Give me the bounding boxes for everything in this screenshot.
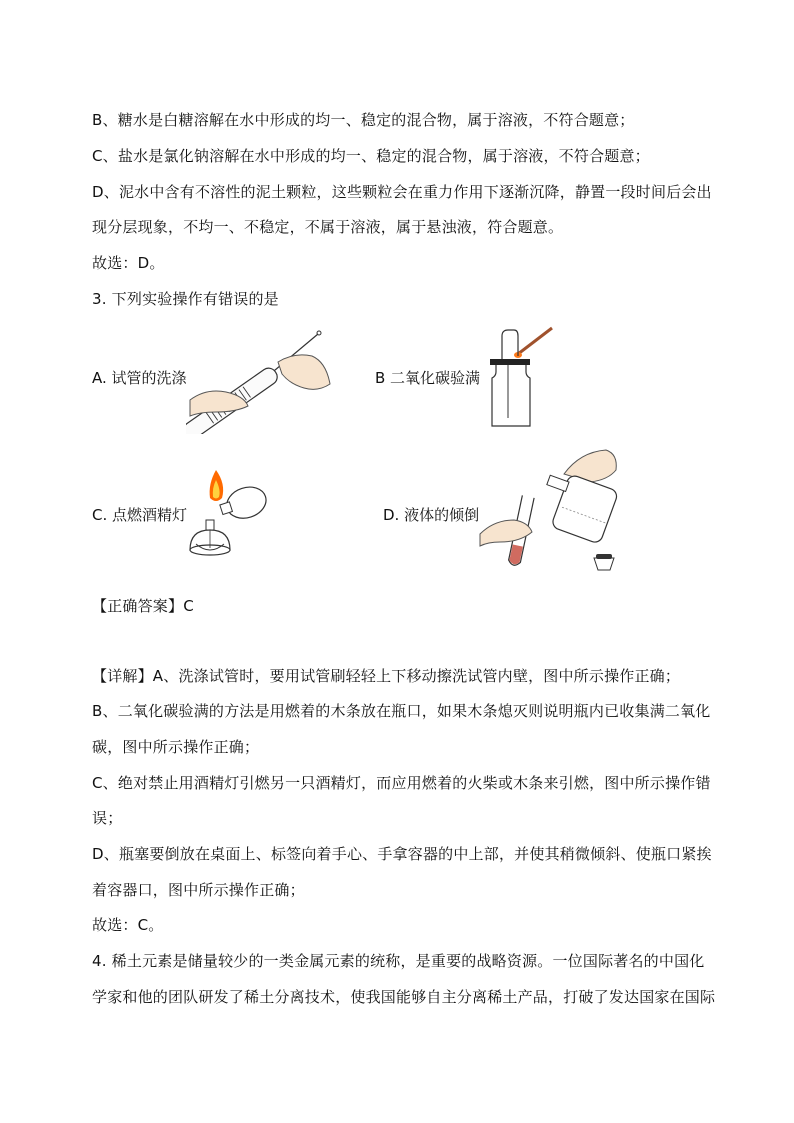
text-line-3: D、泥水中含有不溶性的泥土颗粒，这些颗粒会在重力作用下逐渐沉降，静置一段时间后会出 xyxy=(92,183,712,201)
detail-line-8: 故选：C。 xyxy=(92,916,164,934)
detail-line-6: D、瓶塞要倒放在桌面上、标签向着手心、手拿容器的中上部，并使其稍微倾斜、使瓶口紧挨 xyxy=(92,845,712,863)
correct-answer: 【正确答案】C xyxy=(92,597,194,615)
figure-co2-full-test xyxy=(480,322,566,430)
detail-line-3: 碳，图中所示操作正确； xyxy=(92,738,260,756)
question-3-stem: 3. 下列实验操作有错误的是 xyxy=(92,290,279,308)
question-4-line-1: 4. 稀土元素是储量较少的一类金属元素的统称，是重要的战略资源。一位国际著名的中国化 xyxy=(92,952,705,970)
detail-line-1: 【详解】A、洗涤试管时，要用试管刷轻轻上下移动擦洗试管内壁，图中所示操作正确； xyxy=(92,667,681,685)
figure-test-tube-washing xyxy=(186,326,336,434)
text-line-1: B、糖水是白糖溶解在水中形成的均一、稳定的混合物，属于溶液，不符合题意； xyxy=(92,111,635,129)
text-line-4: 现分层现象，不均一、不稳定，不属于溶液，属于悬浊液，符合题意。 xyxy=(92,218,564,236)
detail-line-5: 误； xyxy=(92,809,123,827)
detail-line-2: B、二氧化碳验满的方法是用燃着的木条放在瓶口，如果木条熄灭则说明瓶内已收集满二氧化 xyxy=(92,702,711,720)
text-line-2: C、盐水是氯化钠溶解在水中形成的均一、稳定的混合物，属于溶液，不符合题意； xyxy=(92,147,650,165)
text-line-5: 故选：D。 xyxy=(92,254,165,272)
detail-line-4: C、绝对禁止用酒精灯引燃另一只酒精灯，而应用燃着的火柴或木条来引燃，图中所示操作错 xyxy=(92,774,711,792)
question-4-line-2: 学家和他的团队研发了稀土分离技术，使我国能够自主分离稀土产品，打破了发达国家在国际 xyxy=(92,988,716,1006)
option-d-label: D. 液体的倾倒 xyxy=(383,506,480,524)
option-a-label: A. 试管的洗涤 xyxy=(92,369,187,387)
figure-liquid-pouring xyxy=(478,446,624,574)
figure-alcohol-lamp xyxy=(186,464,272,560)
option-c-label: C. 点燃酒精灯 xyxy=(92,506,188,524)
detail-line-7: 着容器口，图中所示操作正确； xyxy=(92,881,305,899)
option-b-label: B 二氧化碳验满 xyxy=(375,369,481,387)
